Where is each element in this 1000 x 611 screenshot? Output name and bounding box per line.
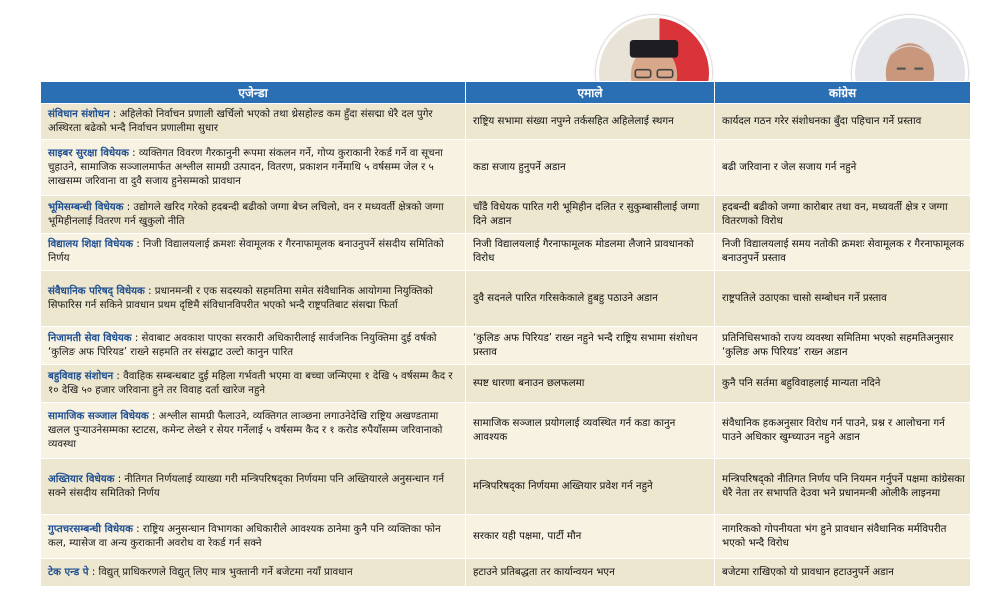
uml-stance-cell: निजी विद्यालयलाई गैरनाफामूलक मोडलमा लैजाने प्रावधानको विरोध: [466, 234, 715, 271]
nc-stance-cell: प्रतिनिधिसभाको राज्य व्यवस्था समितिमा भएको सहमतिअनुसार ‘कुलिङ अफ पिरियड’ राख्न अडान: [715, 327, 971, 365]
uml-stance-cell: चाँडै विधेयक पारित गरी भूमिहीन दलित र सुकुम्बासीलाई जग्गा दिने अडान: [466, 196, 715, 234]
agenda-detail: : नीतिगत निर्णयलाई व्याख्या गरी मन्त्रिपरिषद्का निर्णयमा पनि अख्तियारले अनुसन्धान गर्न सक्ने संसदीय समितिको निर्णय: [48, 473, 445, 499]
uml-stance-cell: सामाजिक सञ्जाल प्रयोगलाई व्यवस्थित गर्न कडा कानुन आवश्यक: [466, 403, 715, 459]
agenda-detail: : निजी विद्यालयलाई क्रमशः सेवामूलक र गैरनाफामूलक बनाउनुपर्ने संसदीय समितिको निर्णय: [48, 239, 444, 264]
agenda-topic: टेक एन्ड पे: [48, 566, 89, 578]
agenda-detail: : अहिलेको निर्वाचन प्रणाली खर्चिलो भएको तथा थ्रेसहोल्ड कम हुँदा संसद्मा धेरै दल पुगेर अस्थिरता बढेको भन्दै निर्वाचन प्रणालीमा सुधार: [48, 108, 433, 134]
nc-stance-cell: कार्यदल गठन गरेर संशोधनका बुँदा पहिचान गर्ने प्रस्ताव: [715, 104, 971, 140]
nc-stance-cell: हदबन्दी बढीको जग्गा कारोबार तथा वन, मध्यवर्ती क्षेत्र र जग्गा वितरणको विरोध: [715, 196, 971, 234]
uml-stance-cell: दुवै सदनले पारित गरिसकेकाले हुबहु पठाउने अडान: [466, 271, 715, 327]
agenda-detail: : व्यक्तिगत विवरण गैरकानुनी रूपमा संकलन गर्ने, गोप्य कुराकानी रेकर्ड गर्ने वा सूचना चुहाउने, सामाजिक सञ्जालमार्फत अश्लील सामग्री उत्पादन, वितरण, प्रकाशन गर्नेमाथि ५ वर्षसम्म जेल र ५ लाखसम्म जरिवाना वा दुवै सजाय हुनेसम्मको प्रावधान: [48, 147, 443, 187]
agenda-topic: निजामती सेवा विधेयक: [48, 332, 132, 344]
nc-stance-cell: राष्ट्रपतिले उठाएका चासो सम्बोधन गर्ने प्रस्ताव: [715, 271, 971, 327]
nc-stance-cell: निजी विद्यालयलाई समय नतोकी क्रमशः सेवामूलक र गैरनाफामूलक बनाउनुपर्ने प्रस्ताव: [715, 234, 971, 271]
agenda-cell: [41, 515, 466, 559]
agenda-detail: : वैवाहिक सम्बन्धबाट दुई महिला गर्भवती भएमा वा बच्चा जन्मिएमा १ देखि ५ वर्षसम्म कैद र १० देखि ५० हजार जरिवाना हुने तर विवाह दर्ता खारेज नहुने: [48, 370, 453, 396]
nc-stance-cell: बढी जरिवाना र जेल सजाय गर्न नहुने: [715, 140, 971, 196]
nc-stance-cell: मन्त्रिपरिषद्को नीतिगत निर्णय पनि नियमन गर्नुपर्ने पक्षमा कांग्रेसका धेरै नेता तर सभापति देउवा भने प्रधानमन्त्री ओलीकै लाइनमा: [715, 459, 971, 515]
table-row: [41, 104, 971, 140]
agenda-detail: : प्रधानमन्त्री र एक सदस्यको सहमतिमा समेत संवैधानिक आयोगमा नियुक्तिको सिफारिस गर्न सकिने प्रावधान प्रथम दृष्टिमै संविधानविपरीत भएको भन्दै राष्ट्रपतिबाट संसद्मा फिर्ता: [48, 285, 433, 311]
header-agenda: एजेन्डा: [41, 82, 466, 104]
nc-stance-cell: संवैधानिक हकअनुसार विरोध गर्न पाउने, प्रश्न र आलोचना गर्न पाउने अधिकार खुम्च्याउन नहुने अडान: [715, 403, 971, 459]
uml-stance-cell: कडा सजाय हुनुपर्ने अडान: [466, 140, 715, 196]
table-row: [41, 327, 971, 365]
table-row: [41, 140, 971, 196]
table-row: [41, 515, 971, 559]
table-row: [41, 271, 971, 327]
agenda-topic: संवैधानिक परिषद् विधेयक: [48, 285, 145, 297]
policy-comparison-table: [40, 81, 971, 587]
agenda-detail: : विद्युत् प्राधिकरणले विद्युत् लिए मात्र भुक्तानी गर्ने बजेटमा नयाँ प्रावधान: [91, 566, 353, 578]
agenda-topic: सामाजिक सञ्जाल विधेयक: [48, 410, 149, 422]
uml-stance-cell: राष्ट्रिय सभामा संख्या नपुग्ने तर्कसहित अहिलेलाई स्थगन: [466, 104, 715, 140]
agenda-topic: भूमिसम्बन्धी विधेयक: [48, 201, 124, 213]
table-row: [41, 196, 971, 234]
uml-stance-cell: ‘कुलिङ अफ पिरियड’ राख्न नहुने भन्दै राष्ट्रिय सभामा संशोधन प्रस्ताव: [466, 327, 715, 365]
agenda-topic: अख्तियार विधेयक: [48, 473, 115, 485]
agenda-cell: [41, 327, 466, 365]
nc-stance-cell: नागरिकको गोपनीयता भंग हुने प्रावधान संवैधानिक मर्मविपरीत भएको भन्दै विरोध: [715, 515, 971, 559]
agenda-topic: संविधान संशोधन: [48, 108, 110, 120]
agenda-topic: गुप्तचरसम्बन्धी विधेयक: [48, 523, 133, 535]
header-nc: कांग्रेस: [715, 82, 971, 104]
agenda-cell: [41, 140, 466, 196]
table-row: [41, 365, 971, 403]
table-row: [41, 403, 971, 459]
agenda-detail: : राष्ट्रिय अनुसन्धान विभागका अधिकारीले आवश्यक ठानेमा कुनै पनि व्यक्तिका फोन कल, म्यासेज वा अन्य कुराकानी अवरोध वा रेकर्ड गर्न सक्ने: [48, 523, 441, 549]
agenda-topic: विद्यालय शिक्षा विधेयक: [48, 239, 134, 250]
agenda-detail: : सेवाबाट अवकाश पाएका सरकारी अधिकारीलाई सार्वजनिक नियुक्तिमा दुई वर्षको ‘कुलिङ अफ पिरियड’ राख्ने सहमति तर संसद्बाट उल्टो कानुन पारित: [48, 332, 437, 358]
uml-stance-cell: हटाउने प्रतिबद्धता तर कार्यान्वयन भएन: [466, 559, 715, 587]
agenda-topic: बहुविवाह संशोधन: [48, 370, 114, 382]
nc-stance-cell: बजेटमा राखिएको यो प्रावधान हटाउनुपर्ने अडान: [715, 559, 971, 587]
agenda-detail: : उद्योगले खरिद गरेको हदबन्दी बढीको जग्गा बेच्न लचिलो, वन र मध्यवर्ती क्षेत्रको जग्गा भूमिहीनलाई वितरण गर्न खुकुलो नीति: [48, 201, 444, 227]
table-row: [41, 234, 971, 271]
table-header-row: [41, 82, 971, 104]
agenda-cell: [41, 559, 466, 587]
table-row: [41, 559, 971, 587]
agenda-cell: [41, 234, 466, 271]
agenda-cell: [41, 196, 466, 234]
uml-stance-cell: मन्त्रिपरिषद्का निर्णयमा अख्तियार प्रवेश गर्न नहुने: [466, 459, 715, 515]
header-uml: एमाले: [466, 82, 715, 104]
agenda-cell: [41, 459, 466, 515]
agenda-detail: : अश्लील सामग्री फैलाउने, व्यक्तिगत लाञ्छना लगाउनेदेखि राष्ट्रिय अखण्डतामा खलल पुऱ्याउनेसम्मका स्टाटस, कमेन्ट लेख्ने र सेयर गर्नेलाई ५ वर्षसम्म कैद र १ करोड रुपैयाँसम्म जरिवानाको व्यवस्था: [48, 410, 443, 450]
nc-stance-cell: कुनै पनि सर्तमा बहुविवाहलाई मान्यता नदिने: [715, 365, 971, 403]
table-row: [41, 459, 971, 515]
agenda-topic: साइबर सुरक्षा विधेयक: [48, 147, 129, 159]
uml-stance-cell: स्पष्ट धारणा बनाउन छलफलमा: [466, 365, 715, 403]
agenda-cell: [41, 271, 466, 327]
agenda-cell: [41, 365, 466, 403]
agenda-cell: [41, 403, 466, 459]
uml-stance-cell: सरकार यही पक्षमा, पार्टी मौन: [466, 515, 715, 559]
agenda-cell: [41, 104, 466, 140]
